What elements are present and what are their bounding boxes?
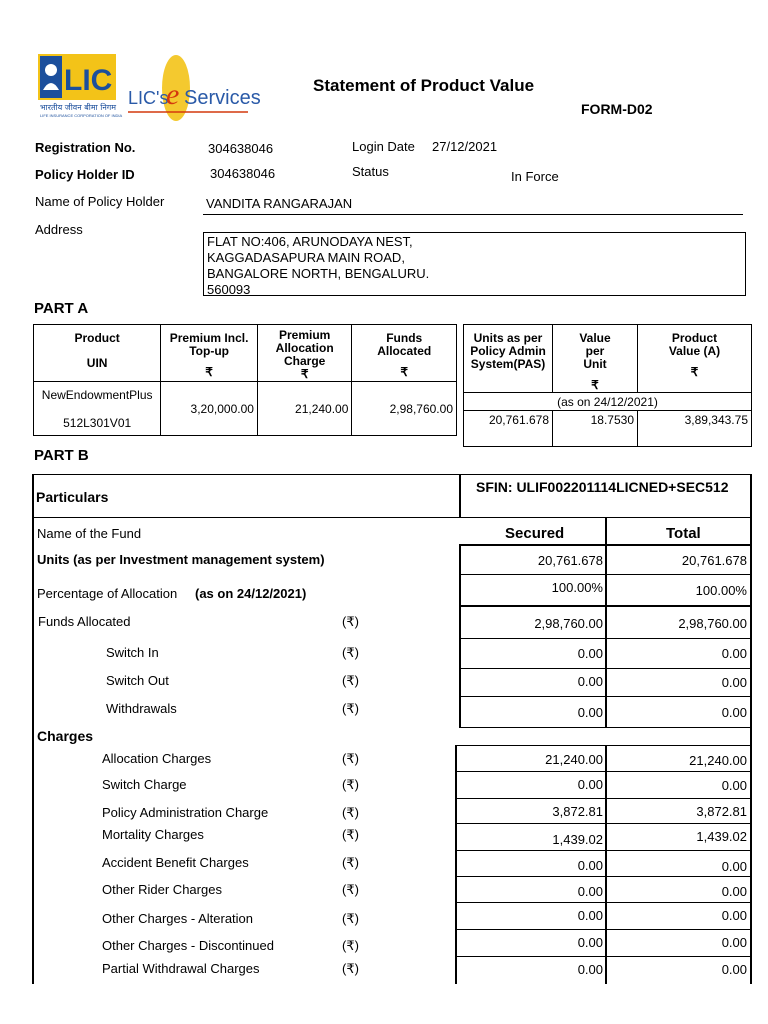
rupee-symbol: (₹) [342,673,359,688]
funds-allocated-value: 2,98,760.00 [352,382,457,436]
rupee-symbol: (₹) [342,701,359,716]
charge-row-secured: 1,439.02 [552,832,603,847]
units-total: 20,761.678 [681,553,747,568]
charge-row-total: 21,240.00 [689,753,747,768]
units-value: 20,761.678 [464,411,553,447]
part-b-heading: PART B [34,447,89,464]
charge-row-secured: 3,872.81 [552,804,603,819]
value-per-unit-header: Value per Unit ₹ [553,325,638,393]
value-per-unit-value: 18.7530 [553,411,638,447]
status-value: In Force [511,169,559,184]
rupee-symbol: (₹) [342,751,359,766]
rupee-symbol: (₹) [342,911,359,926]
premium-value: 3,20,000.00 [161,382,258,436]
charge-row-secured: 0.00 [577,935,603,950]
eservices-logo-text: Services [184,87,261,109]
rupee-symbol: (₹) [342,882,359,897]
as-on-date: (as on 24/12/2021) [464,393,752,411]
address-line-4: 560093 [207,282,251,297]
charge-row-total: 3,872.81 [696,804,747,819]
charge-row-label: Other Charges - Discontinued [102,938,274,953]
charge-row-label: Allocation Charges [102,751,212,766]
funds-row-total: 2,98,760.00 [678,616,747,631]
charge-row-label: Mortality Charges [102,827,204,842]
charge-row-label: Switch Charge [102,777,187,792]
name-underline [203,214,743,215]
funds-row-secured: 0.00 [577,646,603,661]
charge-row-secured: 0.00 [577,858,603,873]
charge-row-total: 0.00 [721,962,747,977]
total-column-header: Total [666,525,701,542]
charge-row-secured: 0.00 [577,884,603,899]
lic-logo-caption: LIFE INSURANCE CORPORATION OF INDIA [40,113,123,118]
units-secured: 20,761.678 [537,553,603,568]
registration-value: 304638046 [208,141,274,156]
product-header: Product UIN [34,325,161,382]
rupee-symbol: (₹) [342,645,359,660]
product-uin: 512L301V01 [63,416,132,430]
login-date-value: 27/12/2021 [432,139,498,154]
alloc-pct-label: Percentage of Allocation [37,586,178,601]
funds-row-total: 0.00 [721,646,747,661]
product-name: NewEndowmentPlus [41,388,153,402]
product-value-header: Product Value (A) ₹ [638,325,752,393]
part-a-left-table [33,324,457,436]
charge-row-total: 1,439.02 [696,829,747,844]
policy-holder-id-value: 304638046 [210,166,276,181]
allocation-charge-header: Premium Allocation Charge ₹ [257,325,351,382]
eservices-logo-prefix: LIC's [128,88,169,108]
charge-row-secured: 0.00 [577,962,603,977]
rupee-symbol: (₹) [342,855,359,870]
eservices-logo [128,52,261,122]
charge-row-secured: 0.00 [577,908,603,923]
address-line-3: BANGALORE NORTH, BENGALURU. [207,266,430,281]
charge-row-label: Other Charges - Alteration [102,911,254,926]
funds-row-secured: 0.00 [577,674,603,689]
alloc-pct-as-on: (as on 24/12/2021) [195,586,307,601]
charge-row-total: 0.00 [721,908,747,923]
charge-row-total: 0.00 [721,935,747,950]
charge-row-secured: 0.00 [577,777,603,792]
address-label: Address [35,222,83,237]
page-title: Statement of Product Value [313,76,535,95]
allocation-charge-value: 21,240.00 [257,382,351,436]
lic-logo [38,54,123,118]
policy-holder-id-label: Policy Holder ID [35,167,135,182]
charge-row-label: Accident Benefit Charges [102,855,249,870]
funds-row-label: Switch Out [106,673,169,688]
charges-heading: Charges [37,728,94,744]
units-header: Units as per Policy Admin System(PAS) [464,325,553,393]
part-b-right-border [750,474,752,984]
fund-name-label: Name of the Fund [37,526,142,541]
login-date-label: Login Date [352,139,415,154]
alloc-pct-total: 100.00% [695,583,747,598]
rupee-symbol: (₹) [342,805,359,820]
charge-row-secured: 21,240.00 [545,752,603,767]
rupee-symbol: (₹) [342,614,359,629]
charge-row-label: Partial Withdrawal Charges [102,961,260,976]
address-box [203,232,746,296]
premium-header: Premium Incl. Top-up ₹ [161,325,258,382]
particulars-label: Particulars [36,489,109,505]
form-code: FORM-D02 [581,101,653,117]
charge-row-label: Policy Administration Charge [102,805,269,820]
charge-row-total: 0.00 [721,778,747,793]
secured-column-header: Secured [505,525,565,542]
charge-row-label: Other Rider Charges [102,882,222,897]
product-value-value: 3,89,343.75 [638,411,752,447]
name-label: Name of Policy Holder [35,194,165,209]
sfin-code: SFIN: ULIF002201114LICNED+SEC512 [476,479,729,495]
alloc-pct-secured: 100.00% [551,580,603,595]
funds-row-label: Withdrawals [106,701,177,716]
charge-row-total: 0.00 [721,859,747,874]
eservices-logo-letter: e [166,78,180,111]
product-cell [34,382,161,436]
registration-label: Registration No. [35,140,136,155]
funds-row-secured: 2,98,760.00 [534,616,603,631]
charge-row-total: 0.00 [721,884,747,899]
funds-row-total: 0.00 [721,675,747,690]
rupee-symbol: (₹) [342,961,359,976]
funds-row-total: 0.00 [721,705,747,720]
rupee-symbol: (₹) [342,827,359,842]
funds-allocated-header: Funds Allocated ₹ [352,325,457,382]
funds-row-label: Switch In [106,645,159,660]
address-line-2: KAGGADASAPURA MAIN ROAD, [207,250,405,265]
lic-logo-hindi: भारतीय जीवन बीमा निगम [40,103,117,112]
lic-logo-text: LIC [64,64,113,97]
part-a-heading: PART A [34,300,89,317]
rupee-symbol: (₹) [342,938,359,953]
status-label: Status [352,164,389,179]
part-b-left-border [32,474,34,984]
funds-row-secured: 0.00 [577,705,603,720]
units-label: Units (as per Investment management system) [37,552,325,567]
part-a-right-table [463,324,752,447]
funds-row-label: Funds Allocated [38,614,131,629]
name-value: VANDITA RANGARAJAN [206,196,353,211]
rupee-symbol: (₹) [342,777,359,792]
address-line-1: FLAT NO:406, ARUNODAYA NEST, [207,234,413,249]
